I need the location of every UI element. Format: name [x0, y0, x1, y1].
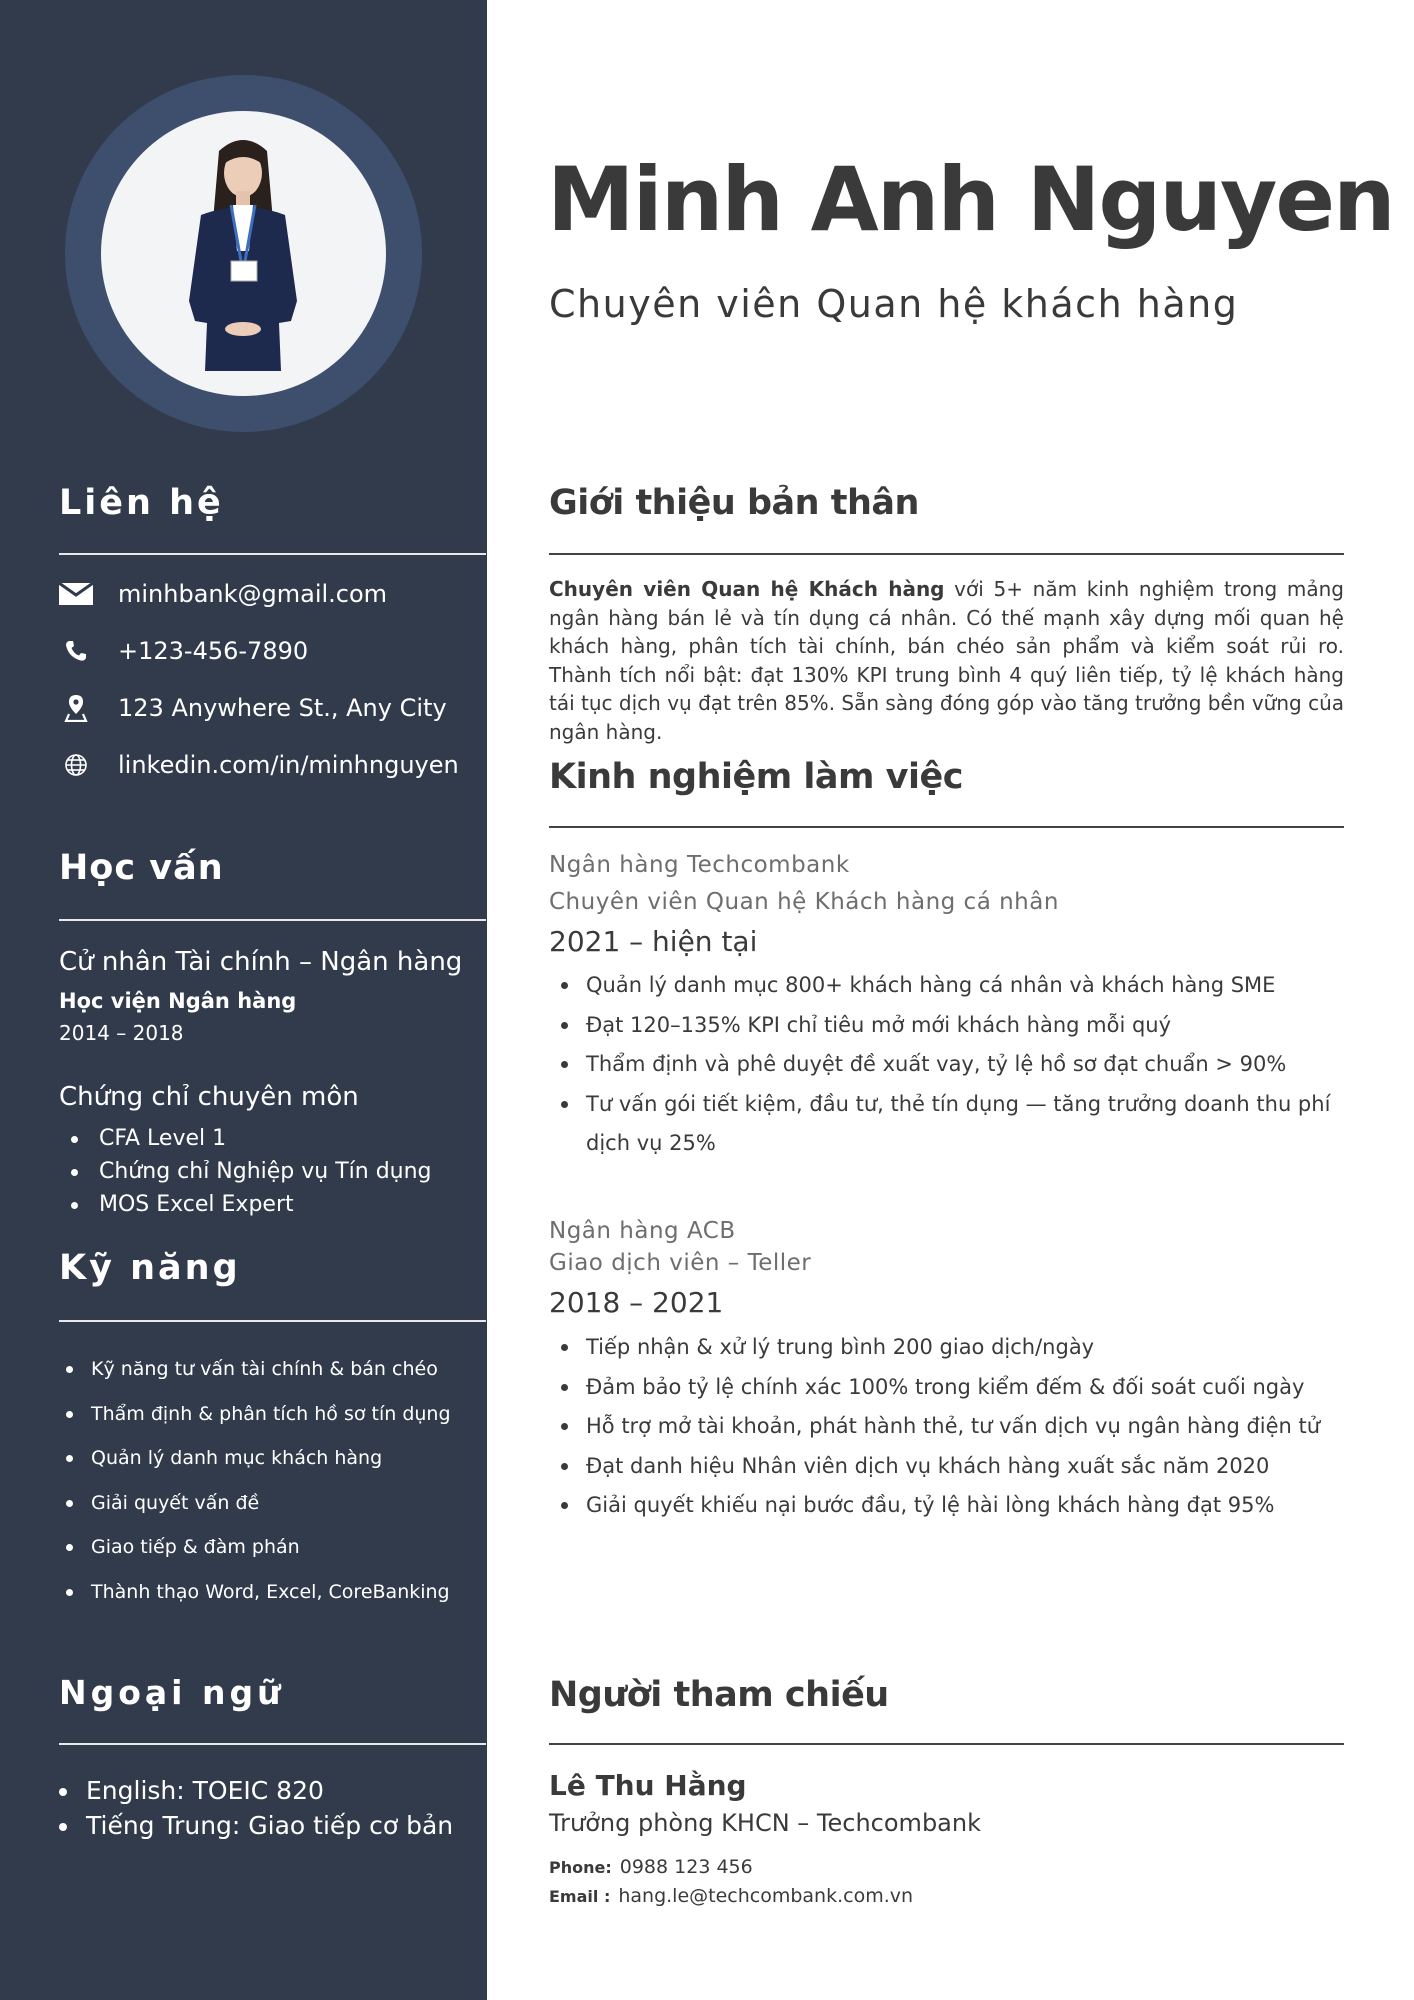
achievement-item: Hỗ trợ mở tài khoản, phát hành thẻ, tư vấn dịch vụ ngân hàng điện tử — [549, 1407, 1349, 1447]
certifications-list — [59, 1122, 432, 1221]
reference-phone-value[interactable]: 0988 123 456 — [619, 1856, 753, 1878]
job-achievements — [549, 1328, 1349, 1526]
phone-icon — [59, 634, 93, 668]
profile-body: với 5+ năm kinh nghiệm trong mảng ngân hàng bán lẻ và tín dụng cá nhân. Có thế mạnh xây dựng mối quan hệ khách hàng, phân tích tài chính, bán chéo sản phẩm và kiểm soát rủi ro. Thành tích nổi bật: đạt 130% KPI trung bình 4 quý liên tiếp, tỷ lệ khách hàng tái tục dịch vụ đạt trên 85%. Sẵn sàng đóng góp vào tăng trưởng bền vững của ngân hàng. — [549, 577, 1344, 744]
language-item: Tiếng Trung: Giao tiếp cơ bản — [59, 1808, 453, 1843]
languages-list — [59, 1773, 453, 1843]
avatar — [65, 75, 422, 432]
profile-heading: Giới thiệu bản thân — [549, 483, 919, 523]
certification-item: Chứng chỉ Nghiệp vụ Tín dụng — [59, 1155, 432, 1188]
profile-divider — [549, 553, 1344, 555]
globe-icon — [59, 748, 93, 782]
email-icon — [59, 577, 93, 611]
skill-item: Thẩm định & phân tích hồ sơ tín dụng — [59, 1392, 451, 1437]
achievement-item: Thẩm định và phê duyệt đề xuất vay, tỷ lệ hồ sơ đạt chuẩn > 90% — [549, 1045, 1349, 1085]
skills-divider — [59, 1320, 486, 1322]
education-school: Học viện Ngân hàng — [59, 989, 297, 1013]
contact-divider — [59, 553, 486, 555]
location-icon — [59, 691, 93, 725]
job-period: 2021 – hiện tại — [549, 925, 758, 958]
achievement-item: Quản lý danh mục 800+ khách hàng cá nhân và khách hàng SME — [549, 966, 1349, 1006]
contact-address[interactable] — [59, 691, 447, 725]
achievement-item: Tiếp nhận & xử lý trung bình 200 giao dịch/ngày — [549, 1328, 1349, 1368]
skill-item: Quản lý danh mục khách hàng — [59, 1436, 451, 1481]
phone-text[interactable]: +123-456-7890 — [118, 637, 309, 665]
education-degree: Cử nhân Tài chính – Ngân hàng — [59, 947, 463, 977]
achievement-item: Đạt danh hiệu Nhân viên dịch vụ khách hàng xuất sắc năm 2020 — [549, 1447, 1349, 1487]
achievement-item: Đảm bảo tỷ lệ chính xác 100% trong kiểm đếm & đối soát cuối ngày — [549, 1368, 1349, 1408]
language-item: English: TOEIC 820 — [59, 1773, 453, 1808]
languages-heading: Ngoại ngữ — [59, 1673, 285, 1712]
reference-email-value[interactable]: hang.le@techcombank.com.vn — [618, 1885, 914, 1907]
education-years: 2014 – 2018 — [59, 1021, 184, 1045]
contact-phone[interactable] — [59, 634, 309, 668]
certification-item: MOS Excel Expert — [59, 1188, 432, 1221]
profile-photo — [101, 111, 386, 396]
job-role: Chuyên viên Quan hệ Khách hàng cá nhân — [549, 889, 1059, 915]
skill-item: Kỹ năng tư vấn tài chính & bán chéo — [59, 1347, 451, 1392]
skills-heading: Kỹ năng — [59, 1248, 241, 1288]
website-link[interactable]: linkedin.com/in/minhnguyen — [118, 751, 459, 779]
achievement-item: Đạt 120–135% KPI chỉ tiêu mở mới khách hàng mỗi quý — [549, 1006, 1349, 1046]
education-divider — [59, 919, 486, 921]
profile-summary — [549, 575, 1344, 747]
achievement-item: Tư vấn gói tiết kiệm, đầu tư, thẻ tín dụng — tăng trưởng doanh thu phí dịch vụ 25% — [549, 1085, 1349, 1164]
achievement-item: Giải quyết khiếu nại bước đầu, tỷ lệ hài lòng khách hàng đạt 95% — [549, 1486, 1349, 1526]
experience-divider — [549, 826, 1344, 828]
skills-list — [59, 1347, 451, 1614]
email-label: Email : — [549, 1887, 611, 1906]
experience-heading: Kinh nghiệm làm việc — [549, 757, 963, 797]
contact-email[interactable] — [59, 577, 388, 611]
skill-item: Giao tiếp & đàm phán — [59, 1525, 451, 1570]
reference-role: Trưởng phòng KHCN – Techcombank — [549, 1809, 981, 1837]
job-achievements — [549, 966, 1349, 1164]
email-text[interactable]: minhbank@gmail.com — [118, 580, 388, 608]
profile-lead: Chuyên viên Quan hệ Khách hàng — [549, 577, 945, 601]
certifications-heading: Chứng chỉ chuyên môn — [59, 1082, 359, 1112]
reference-name: Lê Thu Hằng — [549, 1769, 747, 1802]
job-period: 2018 – 2021 — [549, 1286, 724, 1319]
reference-phone — [549, 1856, 753, 1878]
reference-heading: Người tham chiếu — [549, 1675, 889, 1715]
person-illustration-icon — [101, 111, 386, 396]
certification-item: CFA Level 1 — [59, 1122, 432, 1155]
job-company: Ngân hàng ACB — [549, 1218, 736, 1244]
address-text: 123 Anywhere St., Any City — [118, 694, 447, 722]
reference-email — [549, 1885, 913, 1907]
candidate-name: Minh Anh Nguyen — [547, 148, 1394, 251]
sidebar — [0, 0, 487, 2000]
job-company: Ngân hàng Techcombank — [549, 852, 850, 878]
reference-divider — [549, 1743, 1344, 1745]
candidate-title: Chuyên viên Quan hệ khách hàng — [549, 282, 1239, 326]
languages-divider — [59, 1743, 486, 1745]
education-heading: Học vấn — [59, 848, 224, 888]
job-role: Giao dịch viên – Teller — [549, 1250, 812, 1276]
contact-heading: Liên hệ — [59, 483, 224, 523]
skill-item: Thành thạo Word, Excel, CoreBanking — [59, 1570, 451, 1615]
phone-label: Phone: — [549, 1858, 612, 1877]
contact-website[interactable] — [59, 748, 459, 782]
skill-item: Giải quyết vấn đề — [59, 1481, 451, 1526]
